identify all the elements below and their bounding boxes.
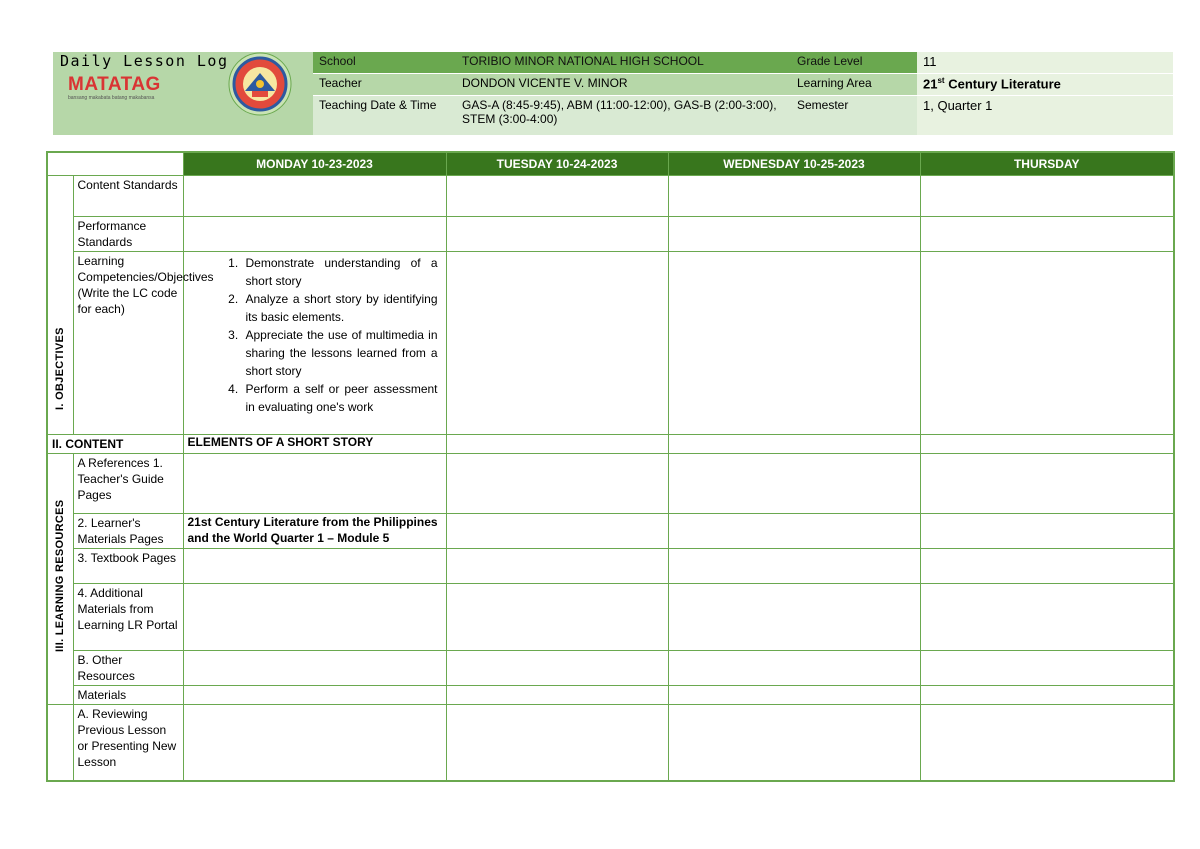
section-resources — [47, 454, 73, 705]
row-label-references: A References 1. Teacher's Guide Pages — [73, 454, 183, 514]
brand-tagline: bansang makabata batang makabansa — [68, 95, 155, 101]
teaching-date-label: Teaching Date & Time — [313, 96, 456, 136]
section-content-label: II. CONTENT — [47, 435, 183, 454]
grade-level-label: Grade Level — [791, 52, 917, 74]
cell-thursday-textbook — [920, 549, 1174, 584]
day-header-thursday: THURSDAY — [920, 152, 1174, 176]
cell-tuesday-textbook — [446, 549, 668, 584]
row-label-additional-materials: 4. Additional Materials from Learning LR Portal — [73, 584, 183, 651]
row-label-content-standards: Content Standards — [73, 176, 183, 217]
cell-tuesday-other-resources — [446, 651, 668, 686]
cell-thursday-references — [920, 454, 1174, 514]
cell-wednesday-textbook — [668, 549, 920, 584]
cell-tuesday-reviewing — [446, 705, 668, 781]
document-title: Daily Lesson Log — [60, 52, 229, 70]
cell-wednesday-other-resources — [668, 651, 920, 686]
cell-monday-textbook — [183, 549, 446, 584]
list-item: 2. Analyze a short story by identifying its basic elements. — [242, 290, 438, 326]
cell-thursday-learners-materials — [920, 514, 1174, 549]
semester-value: 1, Quarter 1 — [917, 96, 1173, 136]
school-label: School — [313, 52, 456, 74]
semester-label: Semester — [791, 96, 917, 136]
school-value: TORIBIO MINOR NATIONAL HIGH SCHOOL — [456, 52, 791, 74]
lesson-log-grid — [46, 151, 1175, 782]
cell-monday-reviewing — [183, 705, 446, 781]
day-header-monday: MONDAY 10-23-2023 — [183, 152, 446, 176]
section-resources-label: III. LEARNING RESOURCES — [54, 499, 67, 652]
learning-area-label: Learning Area — [791, 74, 917, 96]
cell-thursday-objectives — [920, 252, 1174, 435]
cell-thursday-materials — [920, 686, 1174, 705]
teacher-value: DONDON VICENTE V. MINOR — [456, 74, 791, 96]
day-header-tuesday: TUESDAY 10-24-2023 — [446, 152, 668, 176]
corner-cell — [47, 152, 183, 176]
cell-wednesday-performance-standards — [668, 217, 920, 252]
grade-level-value: 11 — [917, 52, 1173, 74]
cell-monday-content: ELEMENTS OF A SHORT STORY — [183, 435, 446, 454]
cell-tuesday-learners-materials — [446, 514, 668, 549]
section-procedures — [47, 705, 73, 781]
cell-monday-content-standards — [183, 176, 446, 217]
cell-monday-references — [183, 454, 446, 514]
cell-wednesday-objectives — [668, 252, 920, 435]
cell-monday-other-resources — [183, 651, 446, 686]
cell-thursday-content — [920, 435, 1174, 454]
list-item: 4. Perform a self or peer assessment in evaluating one's work — [242, 380, 438, 416]
cell-wednesday-learners-materials — [668, 514, 920, 549]
cell-thursday-additional-materials — [920, 584, 1174, 651]
row-label-materials: Materials — [73, 686, 183, 705]
cell-tuesday-objectives — [446, 252, 668, 435]
cell-monday-materials — [183, 686, 446, 705]
cell-wednesday-content — [668, 435, 920, 454]
cell-wednesday-additional-materials — [668, 584, 920, 651]
school-seal-icon — [221, 51, 299, 117]
objectives-list — [188, 254, 438, 416]
cell-tuesday-additional-materials — [446, 584, 668, 651]
cell-tuesday-content — [446, 435, 668, 454]
section-objectives-label: I. OBJECTIVES — [54, 327, 67, 410]
cell-monday-objectives — [183, 252, 446, 435]
learners-materials-text: 21st Century Literature from the Philippines and the World Quarter 1 – Module 5 — [187, 515, 438, 545]
row-label-learning-competencies: Learning Competencies/Objectives (Write the LC code for each) — [73, 252, 183, 435]
cell-thursday-performance-standards — [920, 217, 1174, 252]
list-item: 1. Demonstrate understanding of a short story — [242, 254, 438, 290]
cell-thursday-reviewing — [920, 705, 1174, 781]
list-item: 3. Appreciate the use of multimedia in sharing the lessons learned from a short story — [242, 326, 438, 380]
row-label-other-resources: B. Other Resources — [73, 651, 183, 686]
cell-tuesday-materials — [446, 686, 668, 705]
row-label-reviewing: A. Reviewing Previous Lesson or Presenting New Lesson — [73, 705, 183, 781]
row-label-textbook: 3. Textbook Pages — [73, 549, 183, 584]
brand-logo-text: MATATAG — [68, 74, 161, 95]
cell-wednesday-reviewing — [668, 705, 920, 781]
cell-wednesday-materials — [668, 686, 920, 705]
cell-tuesday-performance-standards — [446, 217, 668, 252]
cell-wednesday-references — [668, 454, 920, 514]
cell-wednesday-content-standards — [668, 176, 920, 217]
section-objectives — [47, 176, 73, 435]
learning-area-value: 21st Century Literature — [917, 74, 1173, 96]
cell-monday-additional-materials — [183, 584, 446, 651]
lesson-info-table — [313, 52, 1173, 136]
cell-tuesday-references — [446, 454, 668, 514]
day-header-wednesday: WEDNESDAY 10-25-2023 — [668, 152, 920, 176]
cell-thursday-other-resources — [920, 651, 1174, 686]
teaching-date-value: GAS-A (8:45-9:45), ABM (11:00-12:00), GAS-B (2:00-3:00), STEM (3:00-4:00) — [456, 96, 791, 136]
row-label-performance-standards: Performance Standards — [73, 217, 183, 252]
teacher-label: Teacher — [313, 74, 456, 96]
cell-tuesday-content-standards — [446, 176, 668, 217]
row-label-learners-materials: 2. Learner's Materials Pages — [73, 514, 183, 549]
cell-monday-performance-standards — [183, 217, 446, 252]
cell-monday-learners-materials — [183, 514, 446, 549]
cell-thursday-content-standards — [920, 176, 1174, 217]
